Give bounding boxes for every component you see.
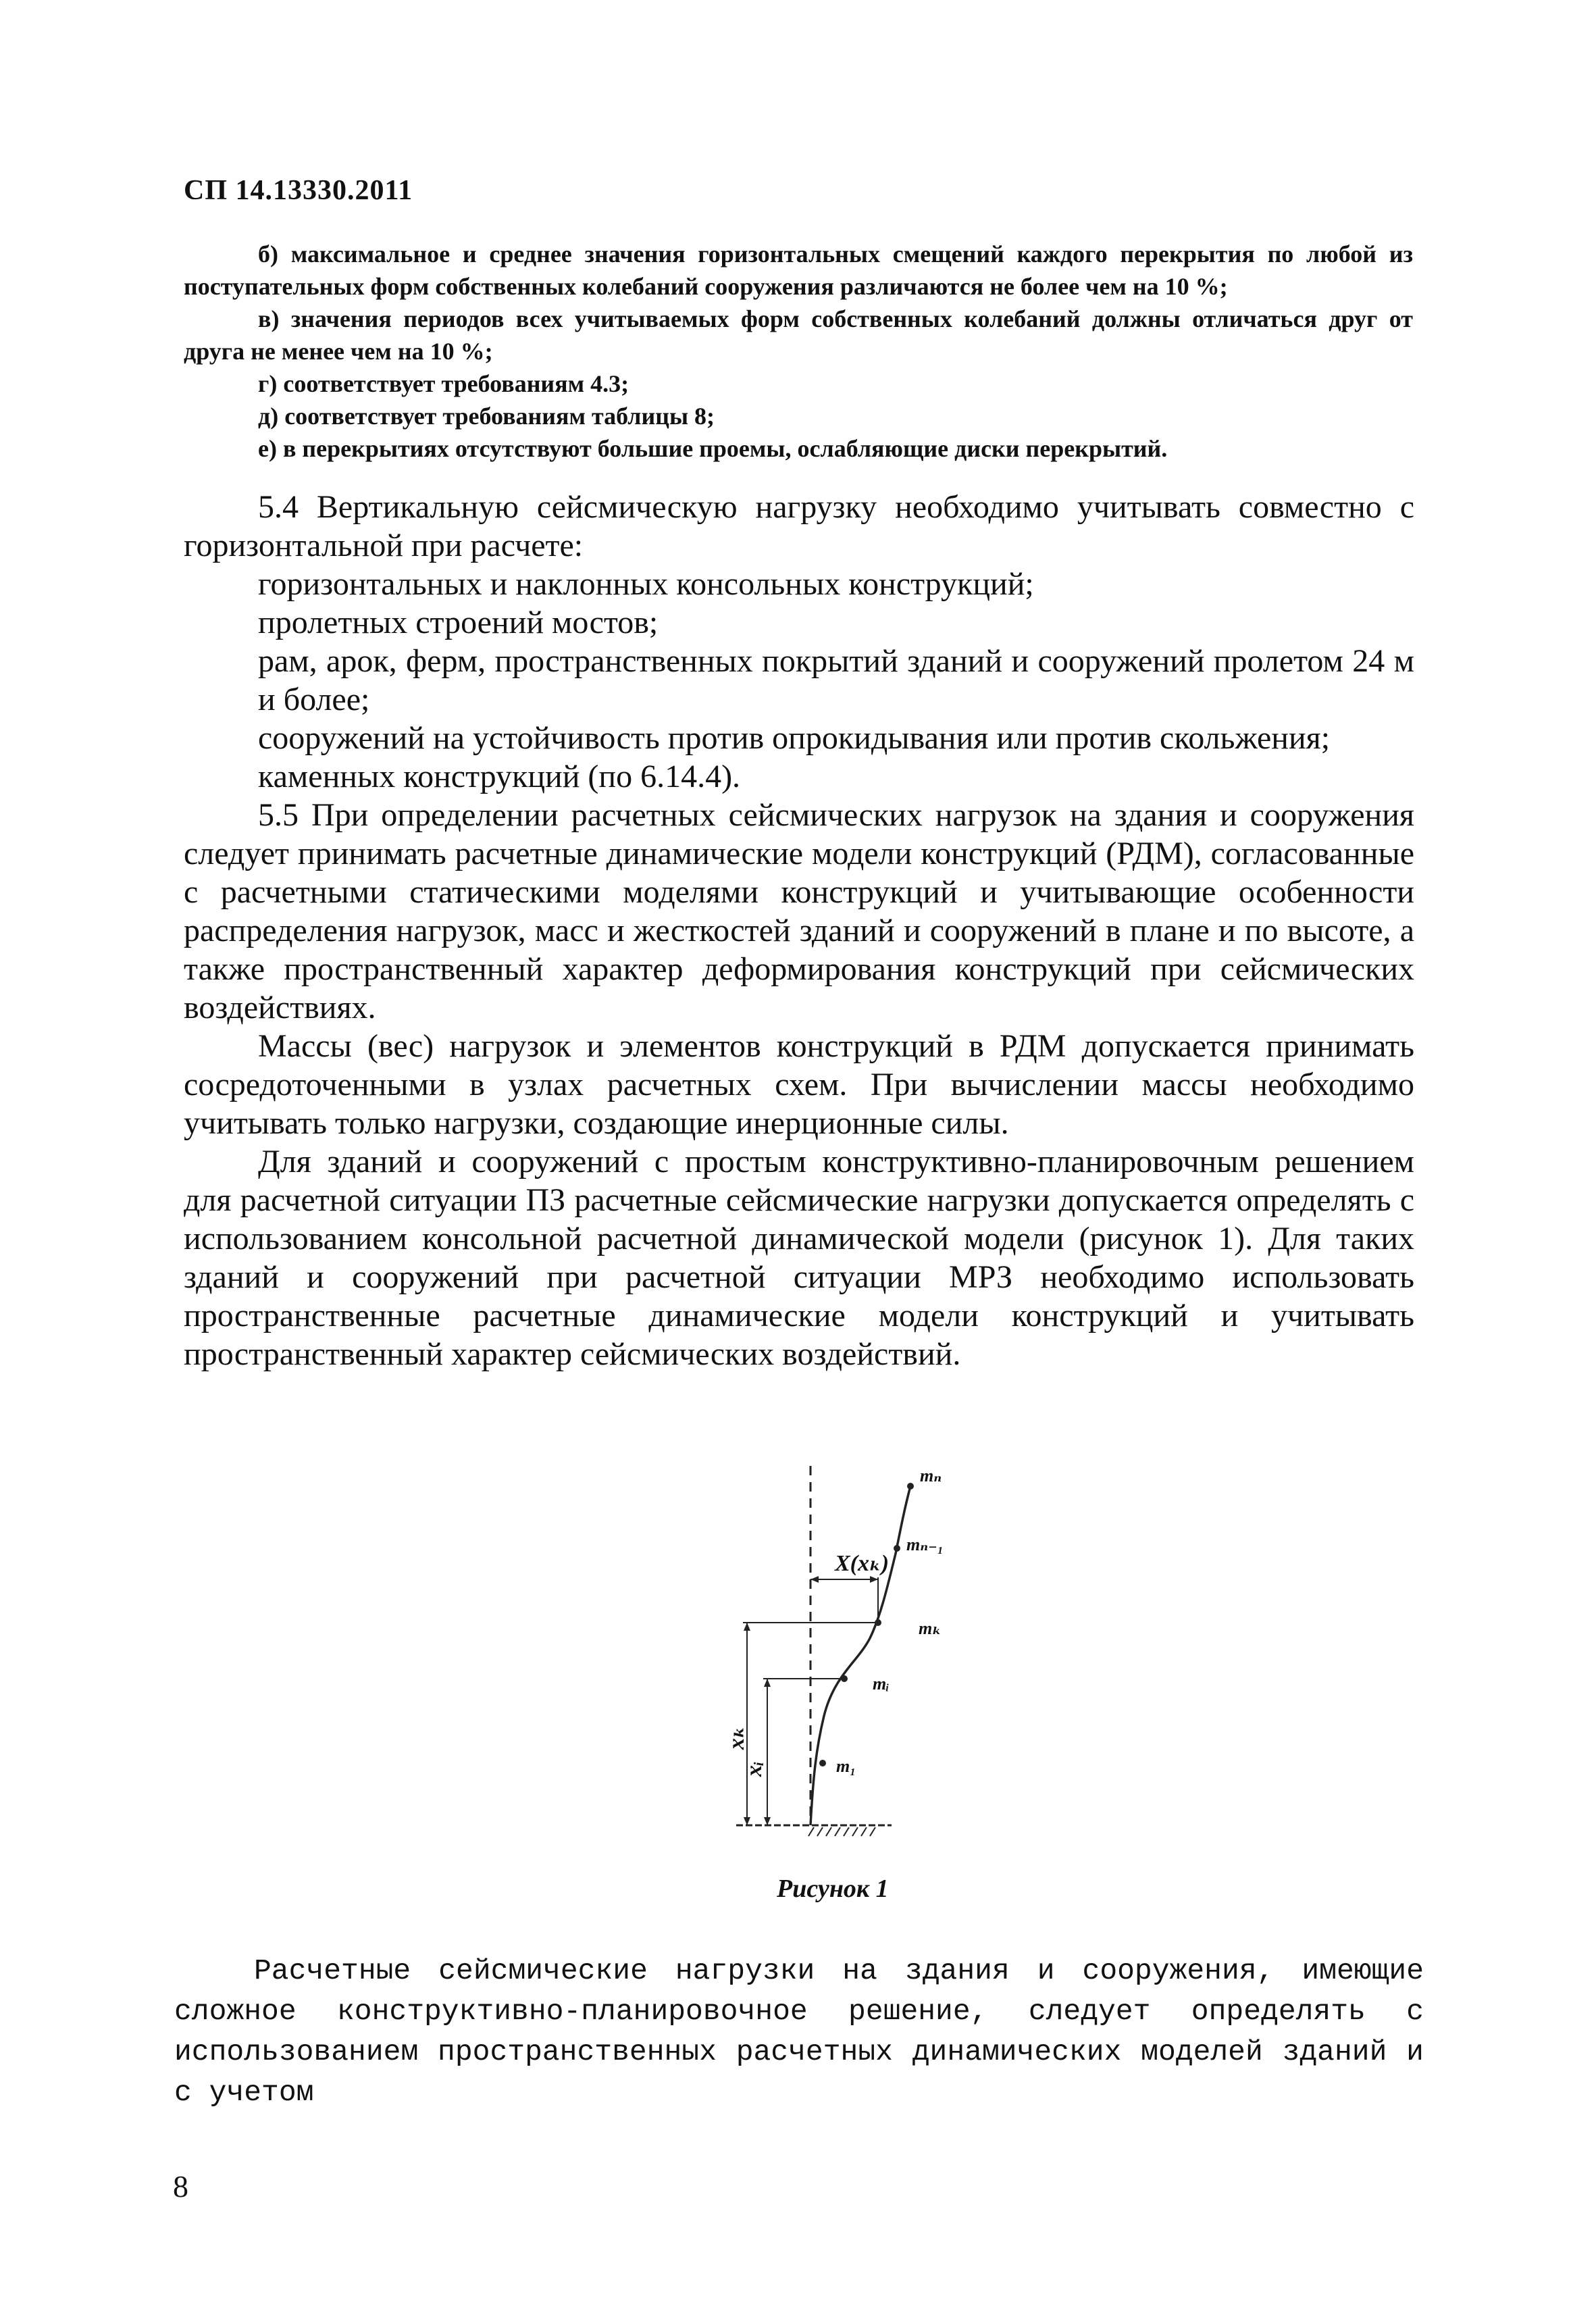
label-height-xi: xᵢ <box>742 1761 767 1777</box>
main-text <box>184 488 1414 1373</box>
figure-caption: Рисунок 1 <box>777 1875 889 1903</box>
section-5-4-item: рам, арок, ферм, пространственных покрытий зданий и сооружений пролетом 24 м и более; <box>258 643 1414 717</box>
label-displacement-x-xk: X(xₖ) <box>835 1551 890 1576</box>
requirement-item-g: г) соответствует требованиям 4.3; <box>258 370 629 397</box>
cantilever-model-drawing <box>723 1459 1020 1837</box>
section-5-4-item: каменных конструкций (по 6.14.4). <box>258 759 741 794</box>
mass-point-mn <box>907 1483 914 1490</box>
section-5-5-paragraph-3: Для зданий и сооружений с простым конструктивно-планировочным решением для расчетной ситуации ПЗ расчетные сейсмические нагрузки допускается определять с использованием консольной расчетной динамической модели (рисунок 1). Для таких зданий и сооружений при расчетной ситуации МРЗ необходимо использовать пространственные расчетные динамические модели конструкций и учитывать пространственный характер сейсмических воздействий. <box>184 1144 1414 1372</box>
section-5-4-item: горизонтальных и наклонных консольных конструкций; <box>258 566 1034 602</box>
requirement-item-e: е) в перекрытиях отсутствуют большие проемы, ослабляющие диски перекрытий. <box>258 435 1168 462</box>
page-number: 8 <box>173 2169 188 2204</box>
section-5-5-paragraph-2: Массы (вес) нагрузок и элементов конструкций в РДМ допускается принимать сосредоточенными в узлах расчетных схем. При вычислении массы необходимо учитывать только нагрузки, создающие инерционные силы. <box>184 1028 1414 1141</box>
xi-arrow-bottom <box>764 1817 771 1825</box>
cantilever-model-figure <box>723 1459 1020 1837</box>
xk-arrow-top <box>744 1623 750 1631</box>
mass-point-mn-1 <box>894 1545 900 1552</box>
requirement-item-v: в) значения периодов всех учитываемых форм собственных колебаний должны отличаться друг от друга не менее чем на 10 %; <box>184 305 1413 365</box>
displacement-arrow-right <box>870 1576 878 1583</box>
mass-point-m1 <box>819 1760 826 1766</box>
label-mass-i: mᵢ <box>873 1674 890 1694</box>
label-mass-1: m₁ <box>836 1756 856 1776</box>
requirement-item-b: б) максимальное и среднее значения горизонтальных смещений каждого перекрытия по любой из поступательных форм собственных колебаний сооружения различаются не более чем на 10 %; <box>184 240 1413 300</box>
requirement-item-d: д) соответствует требованиям таблицы 8; <box>258 403 715 430</box>
xi-arrow-top <box>764 1679 771 1687</box>
xk-arrow-bottom <box>744 1817 750 1825</box>
document-code-header: СП 14.13330.2011 <box>184 175 413 206</box>
requirements-list <box>184 238 1413 465</box>
section-5-4-intro: 5.4 Вертикальную сейсмическую нагрузку необходимо учитывать совместно с горизонтальной при расчете: <box>184 489 1414 563</box>
closing-paragraph-block <box>174 1951 1424 2113</box>
label-mass-k: mₖ <box>919 1619 942 1638</box>
label-mass-n-1: mₙ₋₁ <box>906 1535 944 1554</box>
ground-hatching <box>808 1827 875 1836</box>
section-5-4-item: сооружений на устойчивость против опрокидывания или против скольжения; <box>258 720 1331 756</box>
label-mass-n: mₙ <box>920 1466 942 1485</box>
deflection-curve <box>810 1486 910 1825</box>
closing-paragraph: Расчетные сейсмические нагрузки на здания и сооружения, имеющие сложное конструктивно-планировочное решение, следует определять с использованием пространственных расчетных динамических моделей зданий и с учетом <box>174 1954 1424 2109</box>
section-5-5-paragraph-1: 5.5 При определении расчетных сейсмических нагрузок на здания и сооружения следует принимать расчетные динамические модели конструкций (РДМ), согласованные с расчетными статическими моделями конструкций и учитывающие особенности распределения нагрузок, масс и жесткостей зданий и сооружений в плане и по высоте, а также пространственный характер деформирования конструкций при сейсмических воздействиях. <box>184 797 1414 1025</box>
displacement-arrow-left <box>810 1576 819 1583</box>
label-height-xk: xₖ <box>724 1726 749 1750</box>
section-5-4-item: пролетных строений мостов; <box>258 605 659 640</box>
